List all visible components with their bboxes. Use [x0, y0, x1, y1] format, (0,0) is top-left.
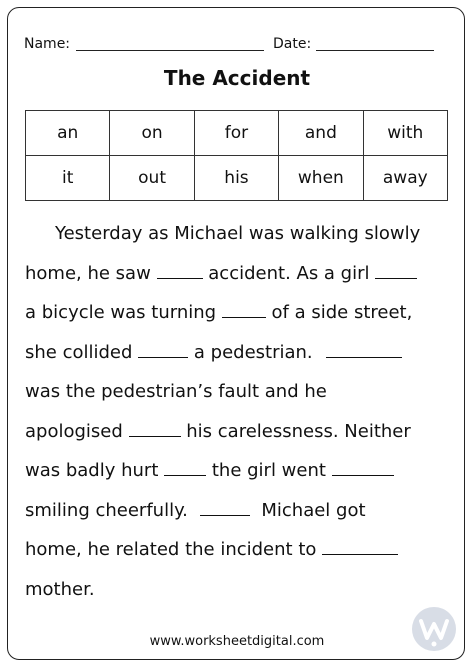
answer-blank-6[interactable]: [129, 435, 181, 437]
name-field[interactable]: [76, 50, 264, 51]
passage-line: [25, 415, 445, 455]
passage-text: apologised: [25, 420, 123, 442]
word-bank-cell: with: [363, 111, 447, 156]
word-bank-cell: away: [363, 156, 447, 201]
answer-blank-8[interactable]: [332, 474, 394, 476]
passage-text: accident. As a girl: [208, 262, 370, 284]
answer-blank-2[interactable]: [375, 277, 417, 279]
word-bank-cell: when: [279, 156, 363, 201]
word-bank-cell: an: [26, 111, 110, 156]
passage-line: [25, 217, 445, 257]
passage-text: mother.: [25, 578, 95, 600]
word-bank-table: [25, 110, 448, 201]
passage-line: [25, 533, 445, 573]
name-label: Name:: [24, 36, 71, 52]
passage-text: of a side street,: [271, 302, 413, 323]
word-bank-cell: his: [194, 156, 278, 201]
answer-blank-9[interactable]: [200, 514, 250, 516]
passage-text: a bicycle was turning: [25, 302, 217, 323]
passage-text: she collided: [25, 341, 133, 363]
word-bank-cell: it: [26, 156, 110, 201]
answer-blank-10[interactable]: [322, 553, 398, 555]
passage-text: home, he saw: [25, 262, 151, 284]
header-row: [24, 34, 444, 54]
passage-text: a pedestrian.: [193, 341, 313, 363]
passage-line: [25, 336, 445, 376]
passage-text: smiling cheerfully.: [25, 499, 188, 521]
worksheetdigital-logo-icon: [409, 604, 459, 654]
answer-blank-5[interactable]: [326, 356, 402, 358]
passage-text: his carelessness. Neither: [186, 420, 411, 442]
word-bank-cell: for: [194, 111, 278, 156]
answer-blank-1[interactable]: [157, 277, 203, 279]
passage-text: Michael got: [261, 499, 366, 521]
answer-blank-4[interactable]: [138, 356, 188, 358]
passage-line: [25, 375, 445, 415]
passage-text: was badly hurt: [25, 460, 159, 481]
word-bank-cell: out: [110, 156, 194, 201]
passage-line: [25, 573, 445, 613]
word-bank-row: [26, 111, 448, 156]
footer-website: www.worksheetdigital.com: [149, 634, 325, 649]
word-bank-cell: on: [110, 111, 194, 156]
answer-blank-7[interactable]: [164, 474, 206, 476]
passage-text: the girl went: [211, 460, 326, 481]
word-bank-cell: and: [279, 111, 363, 156]
passage-line: [25, 296, 445, 336]
page-title: The Accident: [163, 66, 311, 90]
passage-line: [25, 454, 445, 494]
passage-line: [25, 257, 445, 297]
passage-text: was the pedestrian’s fault and he: [25, 381, 327, 402]
answer-blank-3[interactable]: [222, 316, 266, 318]
passage: [25, 217, 445, 612]
passage-text: Yesterday as Michael was walking slowly: [55, 223, 421, 244]
date-field[interactable]: [316, 50, 434, 51]
passage-text: home, he related the incident to: [25, 539, 317, 560]
word-bank-row: [26, 156, 448, 201]
date-label: Date:: [273, 36, 312, 52]
passage-line: [25, 494, 445, 534]
